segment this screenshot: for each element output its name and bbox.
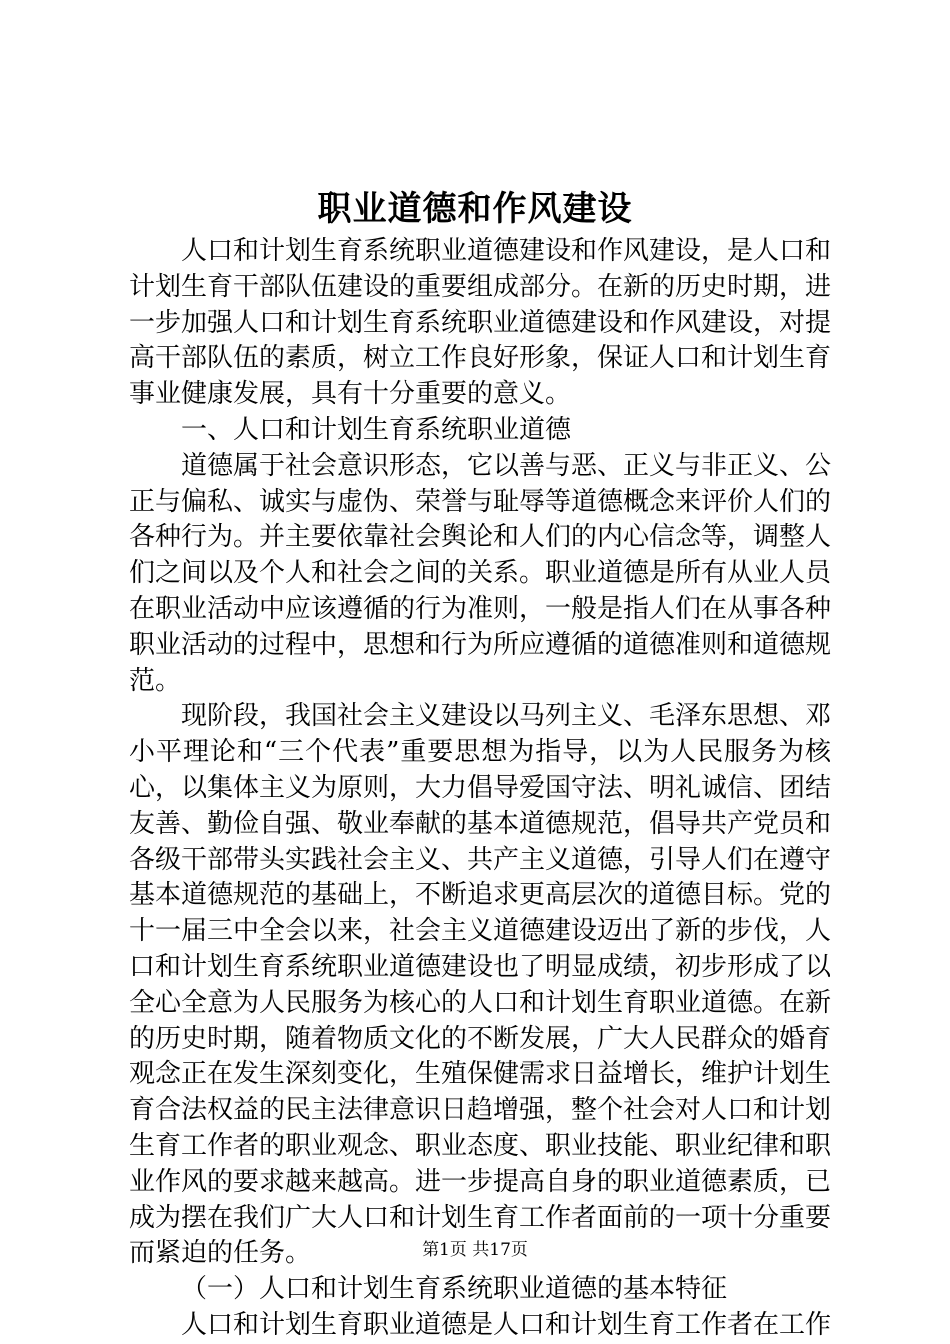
section-heading-1: 一、人口和计划生育系统职业道德	[181, 414, 572, 445]
document-body	[129, 234, 831, 1344]
paragraph-intro: 人口和计划生育系统职业道德建设和作风建设，是人口和计划生育干部队伍建设的重要组成部分。在新的历史时期，进一步加强人口和计划生育系统职业道德建设和作风建设，对提高干部队伍的素质，树立工作良好形象，保证人口和计划生育事业健康发展，具有十分重要的意义。	[129, 236, 832, 410]
document-title: 职业道德和作风建设	[317, 189, 633, 229]
paragraph-morality-definition: 道德属于社会意识形态，它以善与恶、正义与非正义、公正与偏私、诚实与虚伪、荣誉与耻辱等道德概念来评价人们的各种行为。并主要依靠社会舆论和人们的内心信念等，调整人们之间以及个人和社会之间的关系。职业道德是所有从业人员在职业活动中应该遵循的行为准则，一般是指人们在从事各种职业活动的过程中，思想和行为所应遵循的道德准则和道德规范。	[129, 450, 832, 696]
page-number-footer: 第1页 共17页	[422, 1240, 528, 1260]
paragraph-current-stage: 现阶段，我国社会主义建设以马列主义、毛泽东思想、邓小平理论和“三个代表”重要思想为指导，以为人民服务为核心，以集体主义为原则，大力倡导爱国守法、明礼诚信、团结友善、勤俭自强、敬业奉献的基本道德规范，倡导共产党员和各级干部带头实践社会主义、共产主义道德，引导人们在遵守基本道德规范的基础上，不断追求更高层次的道德目标。党的十一届三中全会以来，社会主义道德建设迈出了新的步伐，人口和计划生育系统职业道德建设也了明显成绩，初步形成了以全心全意为人民服务为核心的人口和计划生育职业道德。在新的历史时期，随着物质文化的不断发展，广大人民群众的婚育观念正在发生深刻变化，生殖保健需求日益增长，维护计划生育合法权益的民主法律意识日趋增强，整个社会对人口和计划生育工作者的职业观念、职业态度、职业技能、职业纪律和职业作风的要求越来越高。进一步提高自身的职业道德素质，已成为摆在我们广大人口和计划生育工作者面前的一项十分重要而紧迫的任务。	[129, 701, 832, 1269]
subsection-heading-1: （一）人口和计划生育系统职业道德的基本特征	[181, 1274, 728, 1305]
paragraph-continuation: 人口和计划生育职业道德是人口和计划生育工作者在工作	[181, 1309, 832, 1340]
